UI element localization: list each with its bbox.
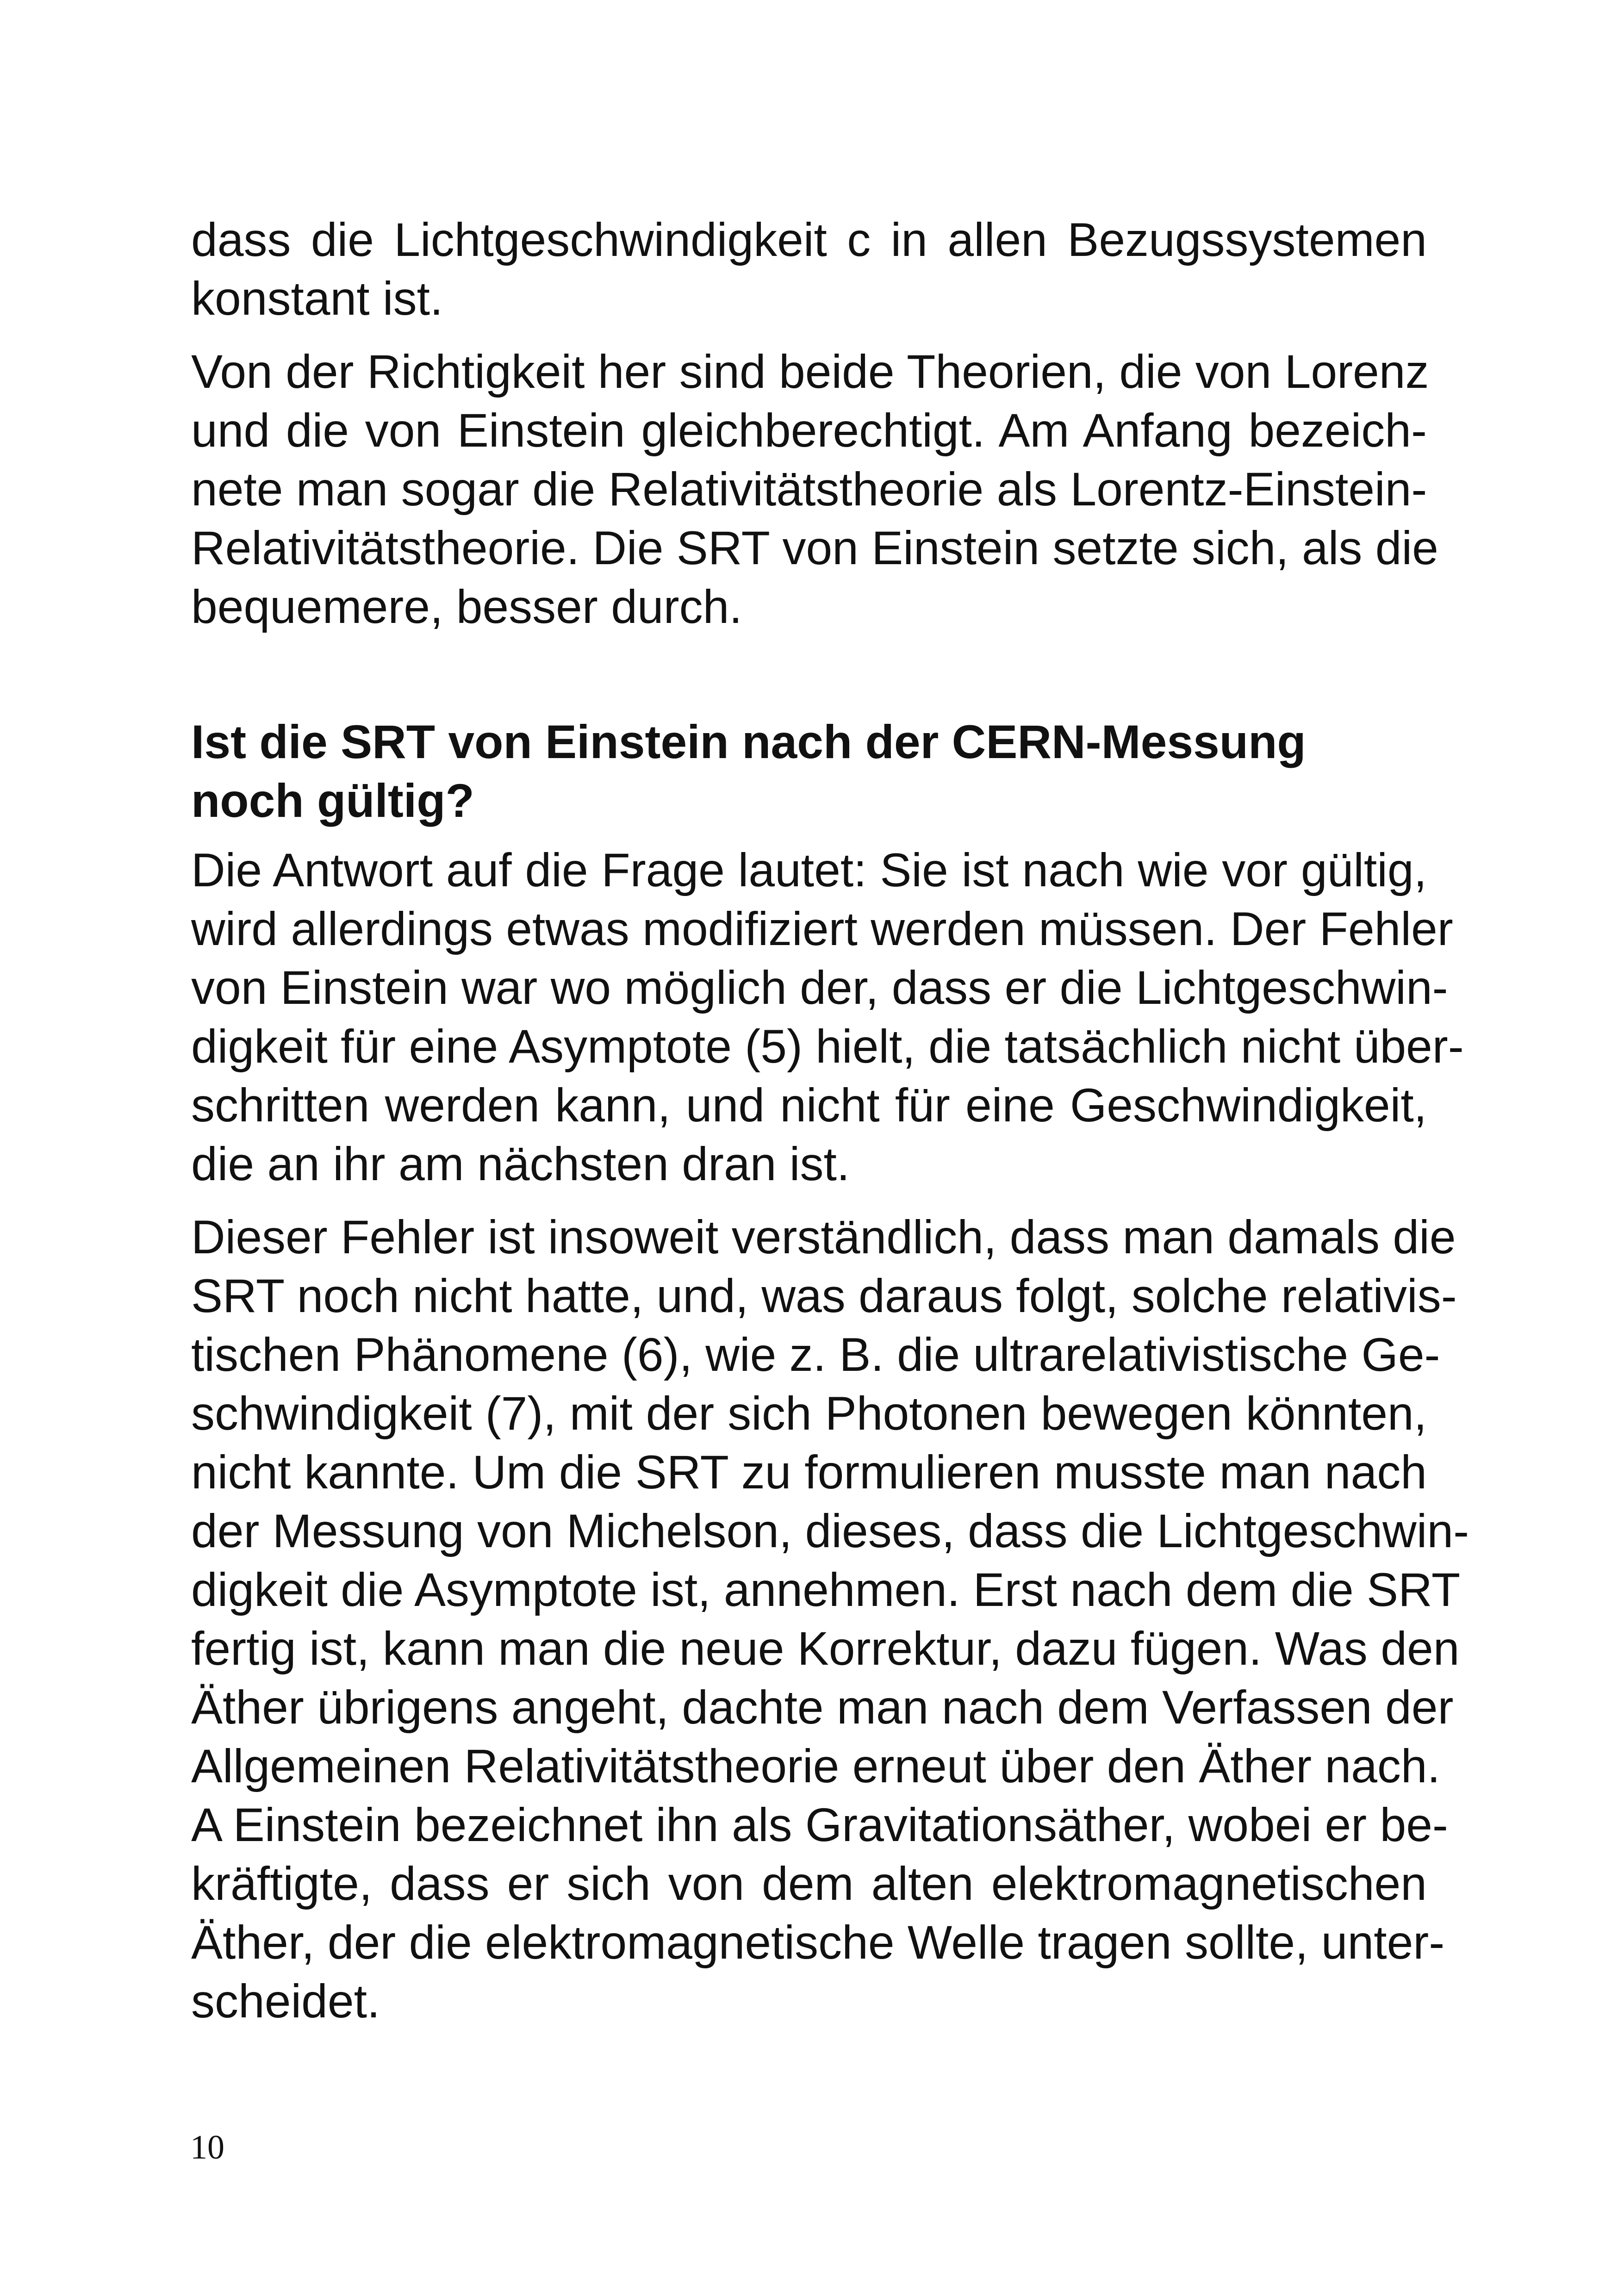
text-line: nete man sogar die Relativitätstheorie als Lorentz-Einstein- — [191, 463, 1427, 516]
text-line: Die Antwort auf die Frage lautet: Sie ist nach wie vor gültig, — [191, 844, 1427, 896]
text-line: fertig ist, kann man die neue Korrektur, dazu fügen. Was den — [191, 1622, 1460, 1675]
text-line: tischen Phänomene (6), wie z. B. die ultrarelativistische Ge- — [191, 1328, 1440, 1381]
text-line: die an ihr am nächsten dran ist. — [191, 1138, 850, 1190]
text-line: digkeit für eine Asymptote (5) hielt, die tatsächlich nicht über- — [191, 1020, 1464, 1073]
text-line: Dieser Fehler ist insoweit verständlich, dass man damals die — [191, 1211, 1456, 1263]
page-body — [191, 211, 1469, 2045]
text-line: scheidet. — [191, 1975, 380, 2028]
text-line: der Messung von Michelson, dieses, dass die Lichtgeschwin- — [191, 1505, 1469, 1557]
text-line: Allgemeinen Relativitätstheorie erneut über den Äther nach. — [191, 1740, 1440, 1792]
text-line: Äther übrigens angeht, dachte man nach dem Verfassen der — [191, 1681, 1454, 1734]
paragraph-2 — [191, 342, 1438, 636]
heading-line: noch gültig? — [191, 774, 474, 827]
text-line: und die von Einstein gleichberechtigt. Am Anfang bezeich- — [191, 404, 1427, 457]
text-line: Äther, der die elektromagnetische Welle tragen sollte, unter- — [191, 1916, 1445, 1969]
text-line: SRT noch nicht hatte, und, was daraus folgt, solche relativis- — [191, 1269, 1457, 1322]
paragraph-4 — [191, 1208, 1469, 2031]
text-line: A Einstein bezeichnet ihn als Gravitationsäther, wobei er be- — [191, 1798, 1448, 1851]
text-line: konstant ist. — [191, 272, 443, 325]
text-line: von Einstein war wo möglich der, dass er die Lichtgeschwin- — [191, 961, 1448, 1014]
text-line: dass die Lichtgeschwindigkeit c in allen Bezugssystemen — [191, 213, 1427, 266]
text-line: Relativitätstheorie. Die SRT von Einstein setzte sich, als die — [191, 522, 1438, 574]
heading-line: Ist die SRT von Einstein nach der CERN-Messung — [191, 716, 1306, 768]
text-line: wird allerdings etwas modifiziert werden müssen. Der Fehler — [191, 902, 1453, 955]
text-line: Von der Richtigkeit her sind beide Theorien, die von Lorenz — [191, 345, 1429, 398]
text-line: digkeit die Asymptote ist, annehmen. Erst nach dem die SRT — [191, 1563, 1461, 1616]
paragraph-1 — [191, 211, 1427, 328]
page-number: 10 — [190, 2128, 224, 2166]
text-line: nicht kannte. Um die SRT zu formulieren musste man nach — [191, 1446, 1427, 1499]
text-line: kräftigte, dass er sich von dem alten elektromagnetischen — [191, 1857, 1427, 1910]
paragraph-3 — [191, 841, 1464, 1194]
text-line: schritten werden kann, und nicht für eine Geschwindigkeit, — [191, 1079, 1427, 1132]
section-heading — [191, 713, 1427, 830]
text-line: schwindigkeit (7), mit der sich Photonen bewegen könnten, — [191, 1387, 1427, 1440]
text-line: bequemere, besser durch. — [191, 580, 742, 633]
